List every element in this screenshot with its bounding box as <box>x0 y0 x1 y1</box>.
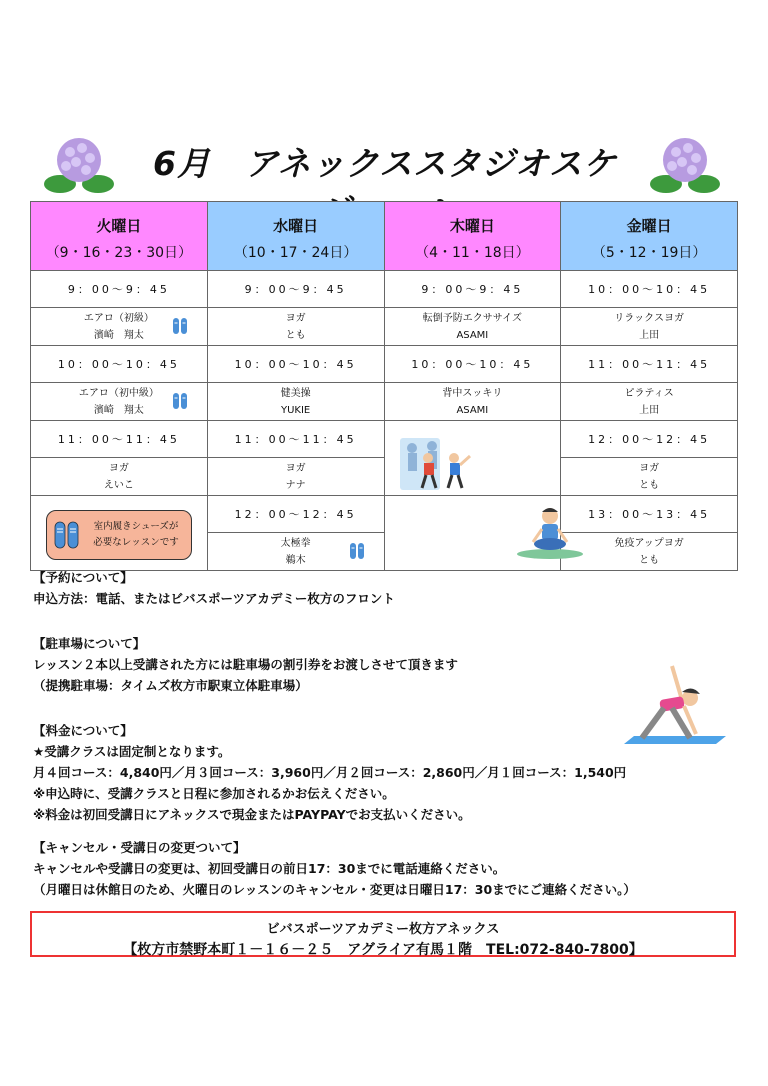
reservation-text: 申込方法：電話、またはビバスポーツアカデミー枚方のフロント <box>33 591 395 606</box>
time-row <box>31 271 738 308</box>
facility-name: ビバスポーツアカデミー枚方アネックス <box>266 922 500 937</box>
class-name: エアロ（初中級） <box>78 387 159 399</box>
class-cell <box>561 533 738 571</box>
class-cell <box>384 308 561 346</box>
class-name: リラックスヨガ <box>614 312 684 324</box>
meditation-illustration <box>515 504 585 560</box>
class-cell <box>561 458 738 496</box>
time-row <box>31 496 738 533</box>
class-cell <box>561 308 738 346</box>
header <box>30 132 738 196</box>
class-name: 背中スッキリ <box>442 387 503 399</box>
instructor-name: とも <box>639 554 660 566</box>
hydrangea-icon <box>646 132 724 196</box>
cancel-text: キャンセルや受講日の変更は、初回受講日の前日17：30までに電話連絡ください。 <box>33 861 506 876</box>
class-cell <box>561 383 738 421</box>
class-name: 転倒予防エクササイズ <box>422 312 522 324</box>
class-cell <box>31 383 208 421</box>
day-header-friday <box>561 202 738 271</box>
day-dates: （4・11・18日） <box>415 244 530 261</box>
time-slot: 11：00～11：45 <box>207 421 384 458</box>
instructor-name: とも <box>639 479 660 491</box>
instructor-name: YUKIE <box>280 404 311 416</box>
badge-text <box>83 519 189 551</box>
class-name: 太極拳 <box>280 537 311 549</box>
time-slot: 12：00～12：45 <box>561 421 738 458</box>
day-header-wednesday <box>207 202 384 271</box>
instructor-name: とも <box>285 329 306 341</box>
instructor-name: 上田 <box>639 404 660 416</box>
header-row <box>31 202 738 271</box>
instructor-name: 鵜木 <box>285 554 306 566</box>
reservation-heading: 【予約について】 <box>33 570 133 585</box>
parking-text: （提携駐車場：タイムズ枚方市駅東立体駐車場） <box>33 678 308 693</box>
day-name: 水曜日 <box>273 216 319 235</box>
fee-text: ★受講クラスは固定制となります。 <box>33 744 231 759</box>
class-cell <box>207 308 384 346</box>
instructor-name: ASAMI <box>456 404 489 416</box>
badge-line: 室内履きシューズが <box>93 521 179 532</box>
class-name: ピラティス <box>624 387 674 399</box>
class-name: ヨガ <box>639 462 660 474</box>
time-slot: 10：00～10：45 <box>31 346 208 383</box>
indoor-shoes-icon <box>53 521 81 549</box>
fee-text: ※料金は初回受講日にアネックスで現金またはPAYPAYでお支払いください。 <box>33 807 471 822</box>
class-name: エアロ（初級） <box>83 312 154 324</box>
day-name: 金曜日 <box>626 216 672 235</box>
time-slot: 11：00～11：45 <box>31 421 208 458</box>
class-cell <box>384 383 561 421</box>
time-slot: 9：00～9：45 <box>207 271 384 308</box>
time-slot: 12：00～12：45 <box>207 496 384 533</box>
fee-heading: 【料金について】 <box>33 723 133 738</box>
class-name: ヨガ <box>285 462 306 474</box>
info-section <box>33 567 733 900</box>
class-row <box>31 308 738 346</box>
dance-illustration <box>398 432 478 492</box>
schedule-table <box>30 201 738 571</box>
instructor-name: 上田 <box>639 329 660 341</box>
cancel-text: （月曜日は休館日のため、火曜日のレッスンのキャンセル・変更は日曜日17：30までにご連絡ください。） <box>33 882 636 897</box>
time-slot: 13：00～13：45 <box>561 496 738 533</box>
instructor-name: ASAMI <box>456 329 489 341</box>
day-dates: （5・12・19日） <box>591 244 707 261</box>
time-row <box>31 421 738 458</box>
day-name: 火曜日 <box>96 216 142 235</box>
class-row <box>31 383 738 421</box>
fee-text: ※申込時に、受講クラスと日程に参加されるかお伝えください。 <box>33 786 395 801</box>
class-name: 免疫アップヨガ <box>614 537 684 549</box>
indoor-shoes-badge <box>46 510 192 560</box>
time-slot: 10：00～10：45 <box>561 271 738 308</box>
hydrangea-icon <box>40 132 118 196</box>
time-slot: 9：00～9：45 <box>31 271 208 308</box>
badge-line: 必要なレッスンです <box>93 537 179 548</box>
class-cell <box>31 458 208 496</box>
class-cell <box>207 383 384 421</box>
class-name: ヨガ <box>285 312 306 324</box>
day-name: 木曜日 <box>449 216 495 235</box>
parking-text: レッスン２本以上受講された方には駐車場の割引券をお渡しさせて頂きます <box>33 657 458 672</box>
instructor-name: えいこ <box>103 479 134 491</box>
cancel-heading: 【キャンセル・受講日の変更ついて】 <box>33 840 246 855</box>
instructor-name: 濱崎 翔太 <box>93 404 144 416</box>
parking-heading: 【駐車場について】 <box>33 636 146 651</box>
day-dates: （9・16・23・30日） <box>45 244 193 261</box>
class-name: ヨガ <box>108 462 129 474</box>
instructor-name: 濱崎 翔太 <box>93 329 144 341</box>
time-slot: 10：00～10：45 <box>384 346 561 383</box>
day-dates: （10・17・24日） <box>233 244 358 261</box>
indoor-shoes-icon <box>171 392 189 410</box>
class-cell <box>31 308 208 346</box>
badge-cell <box>31 496 208 571</box>
footer-box <box>30 911 736 957</box>
time-slot: 11：00～11：45 <box>561 346 738 383</box>
fee-text: 月４回コース：4,840円／月３回コース：3,960円／月２回コース：2,860円／月１回コース：1,540円 <box>33 765 627 780</box>
indoor-shoes-icon <box>171 317 189 335</box>
class-cell <box>207 533 384 571</box>
indoor-shoes-icon <box>348 542 366 560</box>
facility-address: 【枚方市禁野本町１－１６－２５ アグライア有馬１階 TEL:072-840-7800】 <box>123 942 643 958</box>
time-slot: 10：00～10：45 <box>207 346 384 383</box>
day-header-thursday <box>384 202 561 271</box>
class-name: 健美操 <box>280 387 311 399</box>
time-slot: 9：00～9：45 <box>384 271 561 308</box>
class-cell <box>207 458 384 496</box>
instructor-name: ナナ <box>285 479 306 491</box>
time-row <box>31 346 738 383</box>
page-title: 6月 アネックススタジオスケ <box>153 144 617 183</box>
day-header-tuesday <box>31 202 208 271</box>
